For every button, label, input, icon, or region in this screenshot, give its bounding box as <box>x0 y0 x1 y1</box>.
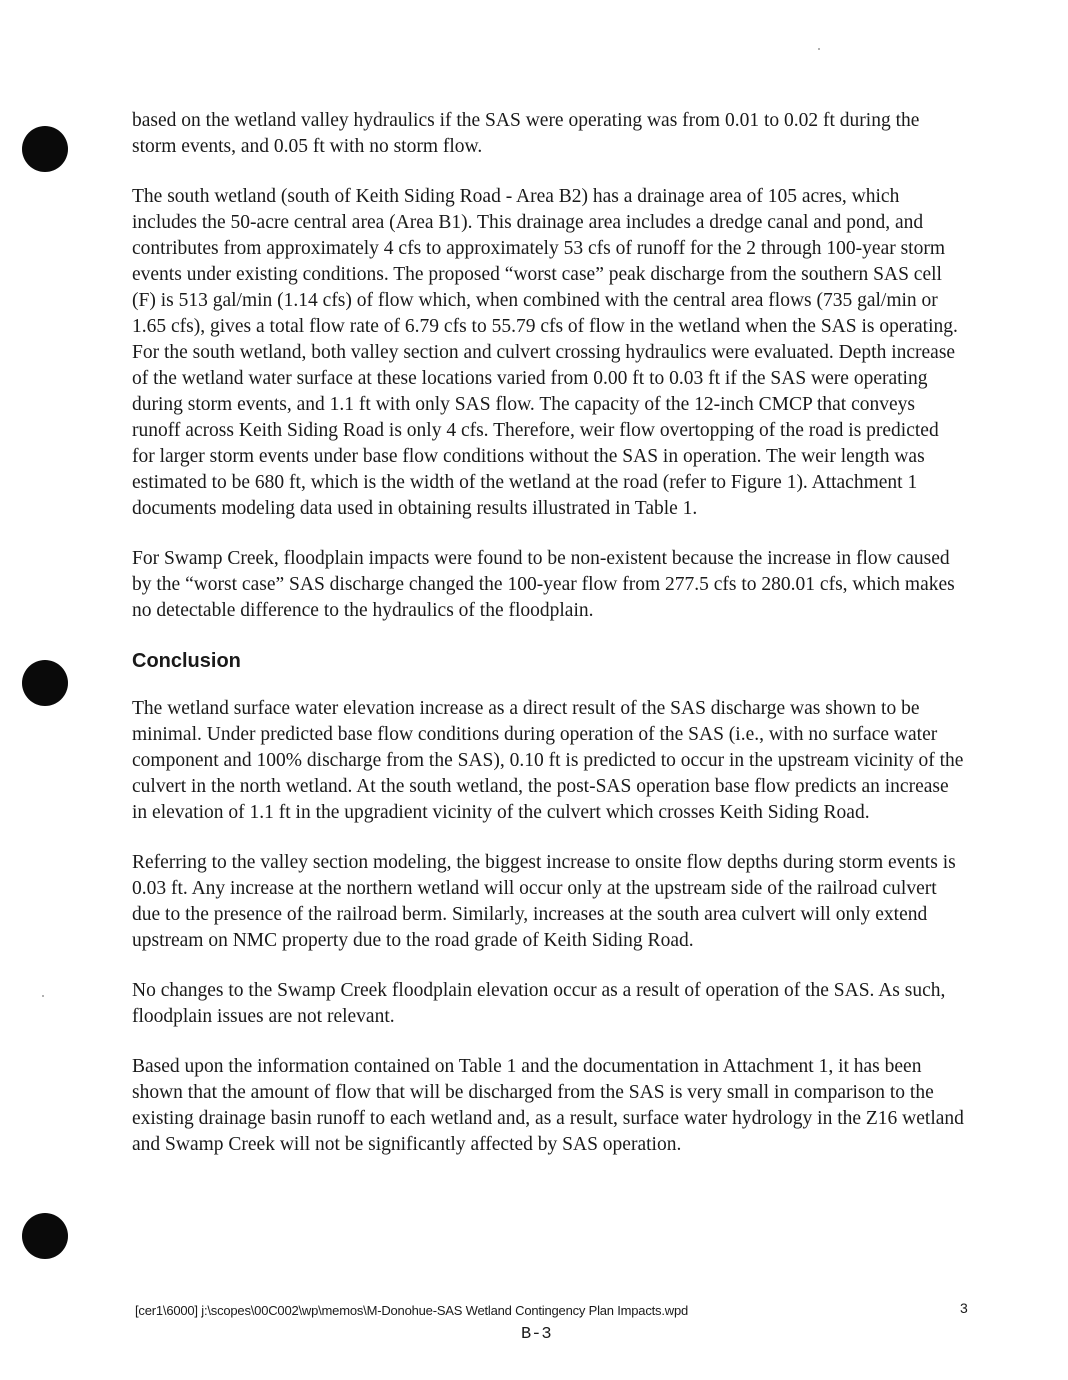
paragraph-conclusion-valley-section: Referring to the valley section modeling, the biggest increase to onsite flow depths during storm events is 0.03 ft. Any increase at the northern wetland will occur only at the upstream side of the railroad culvert due to the presence of the railroad berm. Similarly, increases at the south area culvert will only extend upstream on NMC property due to the road grade of Keith Siding Road. <box>132 852 956 951</box>
scan-speck <box>818 48 820 50</box>
paragraph-swamp-creek: For Swamp Creek, floodplain impacts were found to be non-existent because the increase in flow caused by the “worst case” SAS discharge changed the 100-year flow from 277.5 cfs to 280.01 cfs, which makes no detectable difference to the hydraulics of the floodplain. <box>132 548 955 621</box>
footer-page-number: 3 <box>960 1300 968 1316</box>
document-body <box>132 108 964 1182</box>
paragraph-conclusion-elevation: The wetland surface water elevation increase as a direct result of the SAS discharge was shown to be minimal. Under predicted base flow conditions during operation of the SAS (i.e., with no surface water component and 100% discharge from the SAS), 0.10 ft is predicted to occur in the upstream vicinity of the culvert in the north wetland. At the south wetland, the post-SAS operation base flow predicts an increase in elevation of 1.1 ft in the upgradient vicinity of the culvert which crosses Keith Siding Road. <box>132 698 964 823</box>
paragraph-conclusion-floodplain: No changes to the Swamp Creek floodplain elevation occur as a result of operation of the SAS. As such, floodplain issues are not relevant. <box>132 980 946 1027</box>
punch-hole-middle <box>22 660 68 706</box>
paragraph-south-wetland: The south wetland (south of Keith Siding Road - Area B2) has a drainage area of 105 acres, which includes the 50-acre central area (Area B1). This drainage area includes a dredge canal and pond, and contributes from approximately 4 cfs to approximately 53 cfs of runoff for the 2 through 100-year storm events under existing conditions. The proposed “worst case” peak discharge from the southern SAS cell (F) is 513 gal/min (1.14 cfs) of flow which, when combined with the central area flows (735 gal/min or 1.65 cfs), gives a total flow rate of 6.79 cfs to 55.79 cfs of flow in the wetland when the SAS is operating. For the south wetland, both valley section and culvert crossing hydraulics were evaluated. Depth increase of the wetland water surface at these locations varied from 0.00 ft to 0.03 ft if the SAS were operating during storm events, and 1.1 ft with only SAS flow. The capacity of the 12-inch CMCP that conveys runoff across Keith Siding Road is only 4 cfs. Therefore, weir flow overtopping of the road is predicted for larger storm events under base flow conditions without the SAS in operation. The weir length was estimated to be 680 ft, which is the width of the wetland at the road (refer to Figure 1). Attachment 1 documents modeling data used in obtaining results illustrated in Table 1. <box>132 186 958 519</box>
punch-hole-top <box>22 126 68 172</box>
paragraph-conclusion-summary: Based upon the information contained on Table 1 and the documentation in Attachment 1, it has been shown that the amount of flow that will be discharged from the SAS is very small in comparison to the existing drainage basin runoff to each wetland and, as a result, surface water hydrology in the Z16 wetland and Swamp Creek will not be significantly affected by SAS operation. <box>132 1056 964 1155</box>
punch-hole-bottom <box>22 1213 68 1259</box>
footer-file-path: [cer1\6000] j:\scopes\00C002\wp\memos\M-Donohue-SAS Wetland Contingency Plan Impacts.wpd <box>135 1303 689 1318</box>
scan-speck <box>42 995 44 997</box>
paragraph-valley-hydraulics: based on the wetland valley hydraulics if the SAS were operating was from 0.01 to 0.02 ft during the storm events, and 0.05 ft with no storm flow. <box>132 110 920 157</box>
conclusion-heading: Conclusion <box>132 650 241 672</box>
footer-page-label: B-3 <box>521 1325 552 1344</box>
